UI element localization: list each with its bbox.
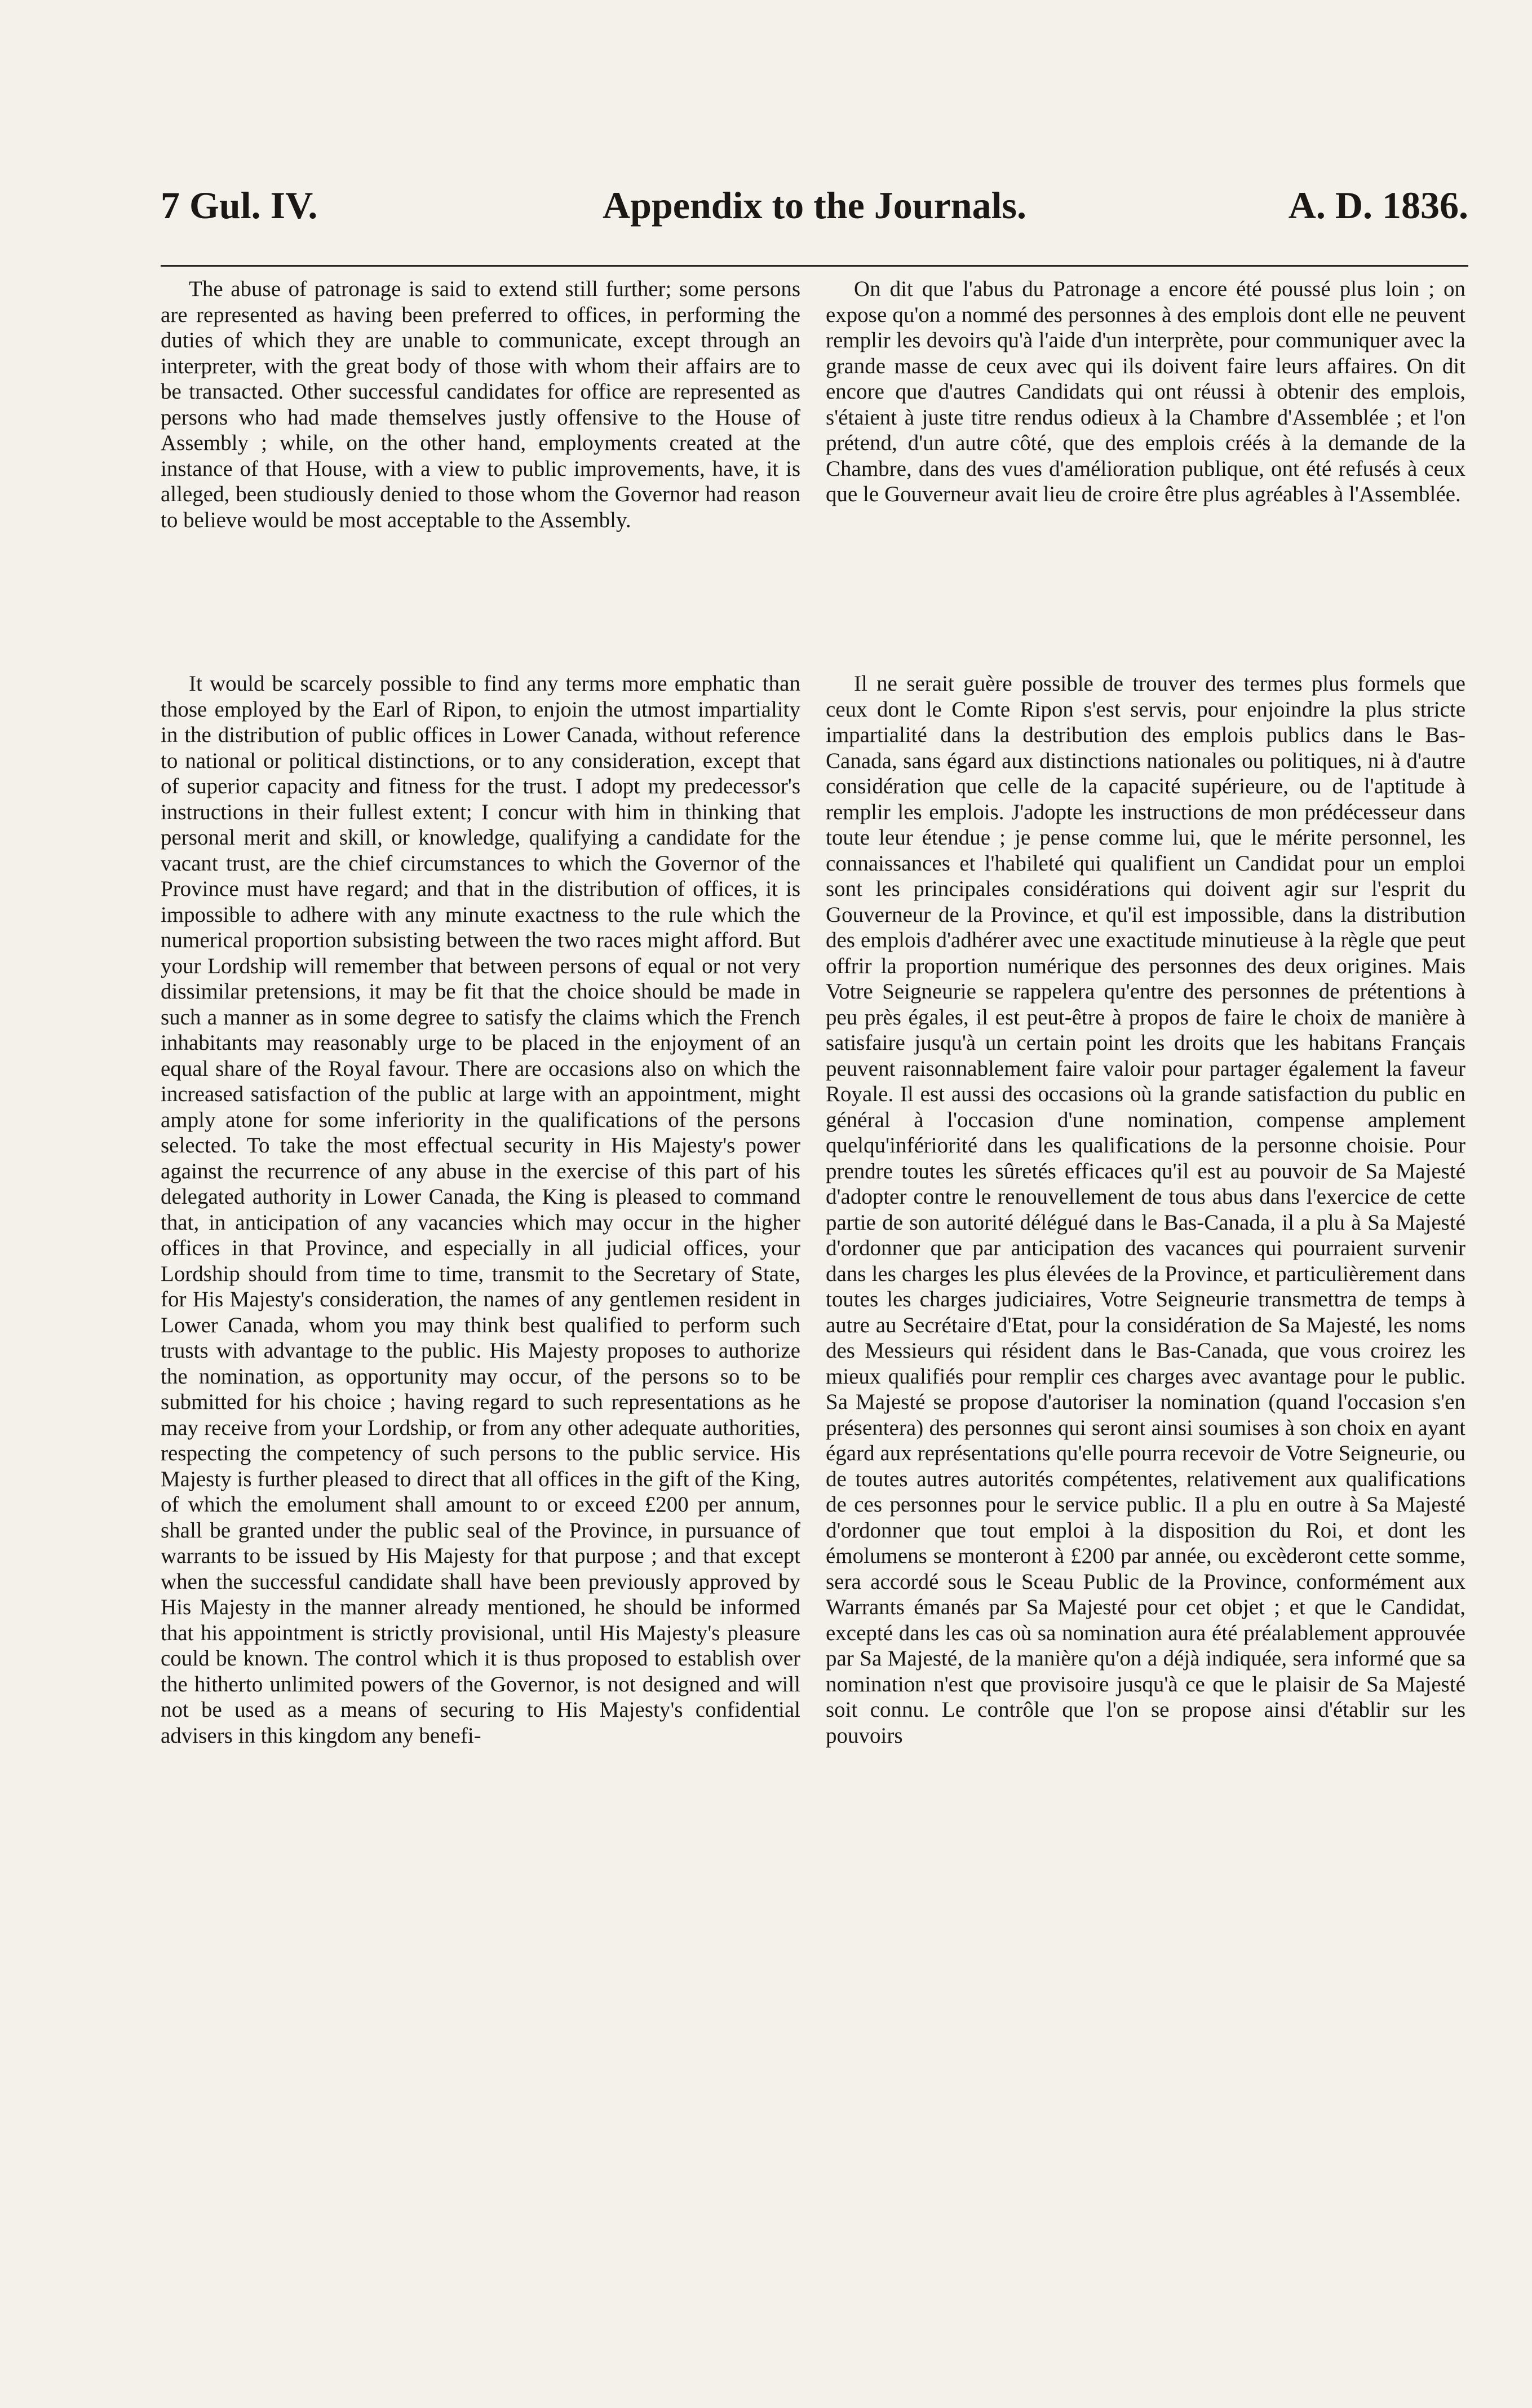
english-paragraph-1: The abuse of patronage is said to extend still further; some persons are represented as having been preferred to offices, in performing the duties of which they are unable to communicate, except through an interpreter, with the great body of those with whom their affairs are to be transacted. Other successful candidates for office are represented as persons who had made themselves justly offensive to the House of Assembly ; while, on the other hand, employments created at the instance of that House, with a view to public improvements, have, it is alleged, been studiously denied to those whom the Governor had reason to believe would be most acceptable to the Assembly. [161, 277, 800, 532]
english-paragraph-2: It would be scarcely possible to find any terms more emphatic than those employed by the Earl of Ripon, to enjoin the utmost impartiality in the distribution of public offices in Lower Canada, without reference to national or political distinctions, or to any consideration, except that of superior capacity and fitness for the trust. I adopt my predecessor's instructions in their fullest extent; I concur with him in thinking that personal merit and skill, or knowledge, qualifying a candidate for the vacant trust, are the chief circumstances to which the Governor of the Province must have regard; and that in the distribution of offices, it is impossible to adhere with any minute exactness to the rule which the numerical proportion subsisting between the two races might afford. But your Lordship will remember that between persons of equal or not very dissimilar pretensions, it may be fit that the choice should be made in such a manner as in some degree to satisfy the claims which the French inhabitants may reasonably urge to be placed in the enjoyment of an equal share of the Royal favour. There are occasions also on which the increased satisfaction of the public at large with an appointment, might amply atone for some inferiority in the qualifications of the persons selected. To take the most effectual security in His Majesty's power against the recurrence of any abuse in the exercise of this part of his delegated authority in Lower Canada, the King is pleased to command that, in anticipation of any vacancies which may occur in the higher offices in that Province, and especially in all judicial offices, your Lordship should from time to time, transmit to the Secretary of State, for His Majesty's consideration, the names of any gentlemen resident in Lower Canada, whom you may think best qualified to perform such trusts with advantage to the public. His Majesty proposes to authorize the nomination, as opportunity may occur, of the persons so to be submitted for his choice ; having regard to such representations as he may receive from your Lordship, or from any other adequate authorities, respecting the competency of such persons to the public service. His Majesty is further pleased to direct that all offices in the gift of the King, of which the emolument shall amount to or exceed £200 per annum, shall be granted under the public seal of the Province, in pursuance of warrants to be issued by His Majesty for that purpose ; and that except when the successful candidate shall have been previously approved by His Majesty in the manner already mentioned, he should be informed that his appointment is strictly provisional, until His Majesty's pleasure could be known. The control which it is thus proposed to establish over the hitherto unlimited powers of the Governor, is not designed and will not be used as a means of securing to His Majesty's confidential advisers in this kingdom any benefi- [161, 671, 800, 1748]
french-column [826, 276, 1465, 1748]
page-title: Appendix to the Journals. [603, 184, 1026, 227]
french-paragraph-2: Il ne serait guère possible de trouver des termes plus formels que ceux dont le Comte Ripon s'est servis, pour enjoindre la plus stricte impartialité dans la destribution des emplois publics dans le Bas-Canada, sans égard aux distinctions nationales ou politiques, ni à d'autre considération que celle de la capacité supérieure, ou de l'aptitude à remplir les emplois. J'adopte les instructions de mon prédécesseur dans toute leur étendue ; je pense comme lui, que le mérite personnel, les connaissances et l'habileté qui qualifient un Candidat pour un emploi sont les principales considérations qui doivent agir sur l'esprit du Gouverneur de la Province, et qu'il est impossible, dans la distribution des emplois d'adhérer avec une exactitude minutieuse à la règle que peut offrir la proportion numérique des personnes des deux origines. Mais Votre Seigneurie se rappelera qu'entre des personnes de prétentions à peu près égales, il est peut-être à propos de faire le choix de manière à satisfaire jusqu'à un certain point les droits que les habitans Français peuvent raisonnablement faire valoir pour partager également la faveur Royale. Il est aussi des occasions où la grande satisfaction du public en général à l'occasion d'une nomination, compense amplement quelqu'infériorité dans les qualifications de la personne choisie. Pour prendre toutes les sûretés efficaces qu'il est au pouvoir de Sa Majesté d'adopter contre le renouvellement de tous abus dans l'exercice de cette partie de son autorité délégué dans le Bas-Canada, il a plu à Sa Majesté d'ordonner que par anticipation des vacances qui pourraient survenir dans les charges les plus élevées de la Province, et particulièrement dans toutes les charges judiciaires, Votre Seigneurie transmettra de temps à autre au Secrétaire d'Etat, pour la considération de Sa Majesté, les noms des Messieurs qui résident dans le Bas-Canada, que vous croirez les mieux qualifiés pour remplir ces charges avec avantage pour le public. Sa Majesté se propose d'autoriser la nomination (quand l'occasion s'en présentera) des personnes qui seront ainsi soumises à son choix en ayant égard aux représentations qu'elle pourra recevoir de Votre Seigneurie, ou de toutes autres autorités compétentes, relativement aux qualifications de ces personnes pour le service public. Il a plu en outre à Sa Majesté d'ordonner que tout emploi à la disposition du Roi, et dont les émolumens se monteront à £200 par année, ou excèderont cette somme, sera accordé sous le Sceau Public de la Province, conformément aux Warrants émanés par Sa Majesté pour cet objet ; et que le Candidat, excepté dans les cas où sa nomination aura été préalablement approuvée par Sa Majesté, de la manière qu'on a déjà indiquée, sera informé que sa nomination n'est que provisoire jusqu'à ce que le plaisir de Sa Majesté soit connu. Le contrôle que l'on se propose ainsi d'établir sur les pouvoirs [826, 671, 1465, 1748]
regnal-year: 7 Gul. IV. [161, 184, 318, 227]
french-paragraph-1: On dit que l'abus du Patronage a encore été poussé plus loin ; on expose qu'on a nommé des personnes à des emplois dont elle ne peuvent remplir les devoirs qu'à l'aide d'un interprète, pour communiquer avec la grande masse de ceux avec qui ils doivent faire leurs affaires. On dit encore que d'autres Candidats qui ont réussi à obtenir des emplois, s'étaient à juste titre rendus odieux à la Chambre d'Assemblée ; et l'on prétend, d'un autre côté, que des emplois créés à la demande de la Chambre, dans des vues d'amélioration publique, ont été refusés à ceux que le Gouverneur avait lieu de croire être plus agréables à l'Assemblée. [826, 277, 1465, 506]
english-column [161, 276, 800, 1748]
header-rule [161, 265, 1468, 267]
year: A. D. 1836. [1288, 184, 1468, 227]
running-header [161, 183, 1468, 245]
